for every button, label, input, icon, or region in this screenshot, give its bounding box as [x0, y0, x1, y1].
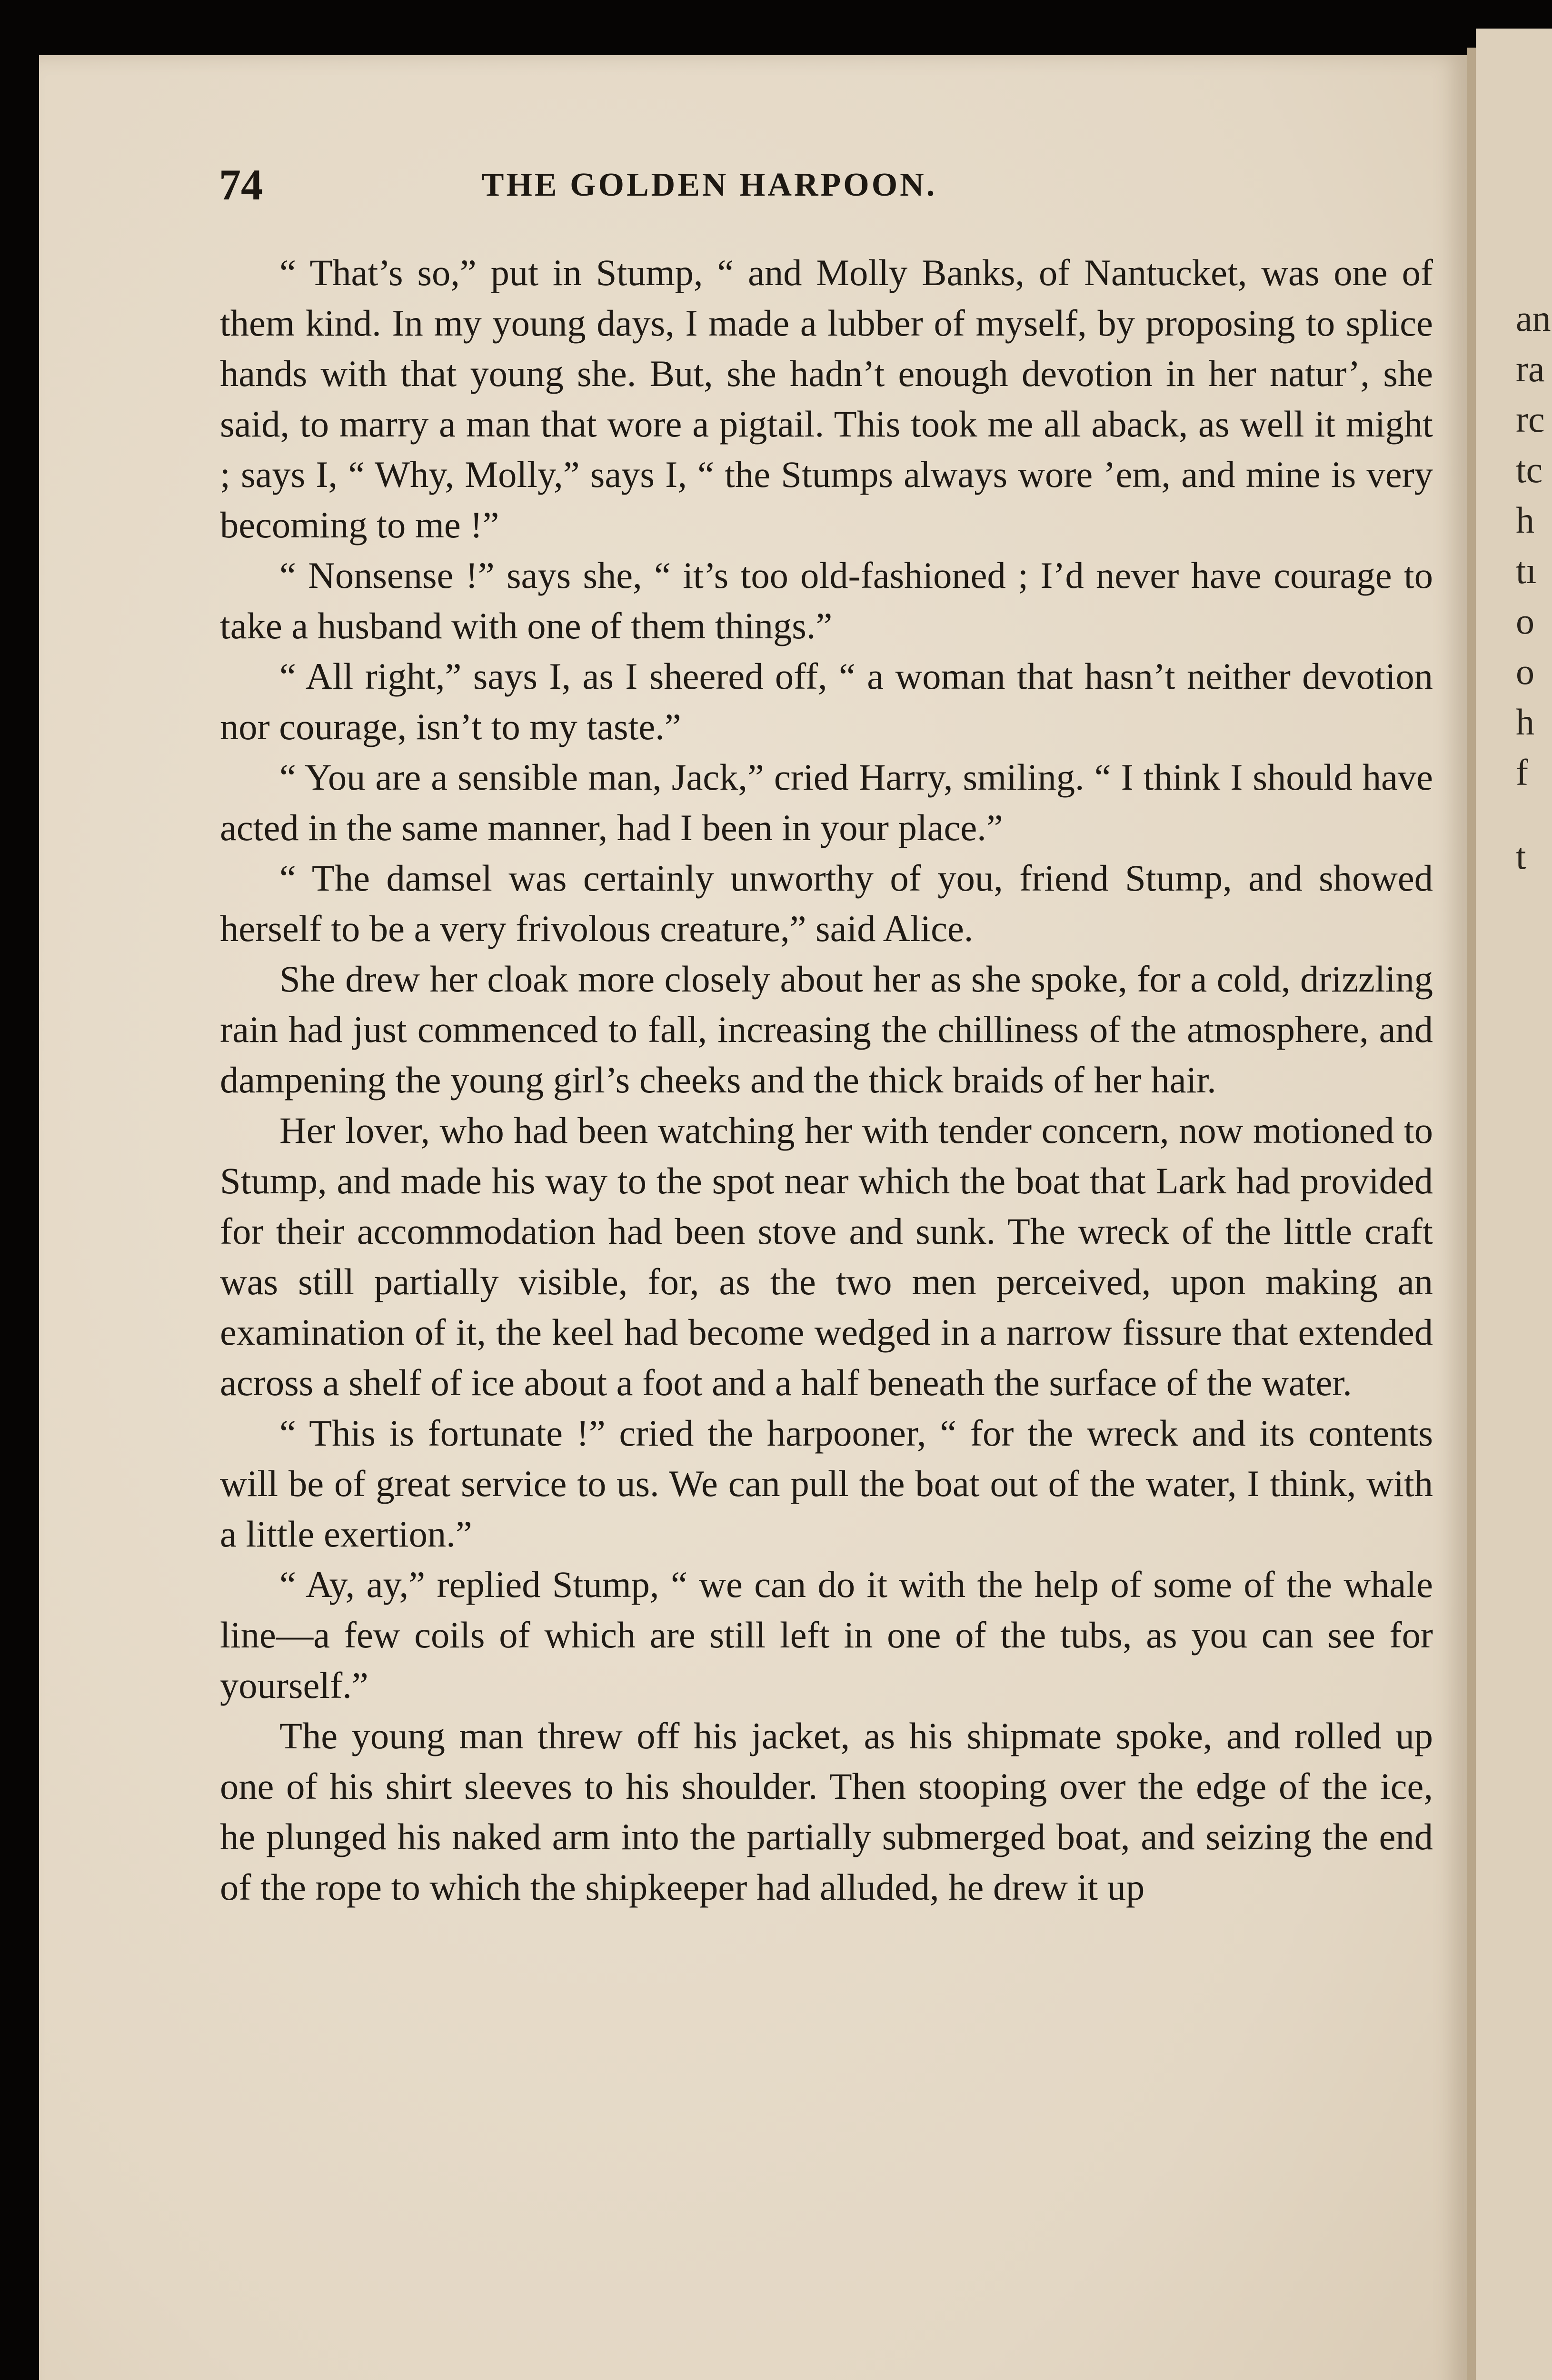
adjacent-page-fragment: an: [1516, 298, 1551, 339]
page-gutter: [1467, 48, 1476, 2380]
paragraph: “ Ay, ay,” replied Stump, “ we can do it with the help of some of the whale line—a few coils of which are still left in one of the tubs, as you can see for yourself.”: [220, 1564, 1433, 1706]
adjacent-page-fragment: tı: [1516, 550, 1537, 591]
paragraph: “ Nonsense !” says she, “ it’s too old-fashioned ; I’d never have courage to take a husband with one of them things.”: [220, 555, 1433, 646]
adjacent-page-fragment: o: [1516, 600, 1534, 642]
adjacent-page-fragment: ra: [1516, 348, 1545, 389]
running-title: THE GOLDEN HARPOON.: [481, 167, 937, 203]
page-number: 74: [219, 160, 263, 209]
body-text: [220, 248, 1433, 1913]
adjacent-page-fragment: h: [1516, 701, 1534, 743]
adjacent-page: [1476, 29, 1552, 2380]
page-header: [181, 159, 1438, 209]
paragraph: “ The damsel was certainly unworthy of you, friend Stump, and showed herself to be a very frivolous creature,” said Alice.: [220, 857, 1433, 949]
adjacent-page-fragment: f: [1516, 752, 1528, 793]
paragraph: “ You are a sensible man, Jack,” cried Harry, smiling. “ I think I should have acted in the same manner, had I been in your place.”: [220, 756, 1433, 848]
adjacent-page-fragment: o: [1516, 651, 1534, 692]
paragraph: The young man threw off his jacket, as his shipmate spoke, and rolled up one of his shirt sleeves to his shoulder. Then stooping over the edge of the ice, he plunged his naked arm into the partially submerged boat, and seizing the end of the rope to which the shipkeeper had alluded, he drew it up: [220, 1715, 1433, 1908]
adjacent-page-fragment: rc: [1516, 398, 1545, 440]
adjacent-page-fragment: tc: [1516, 449, 1543, 490]
paragraph: She drew her cloak more closely about her as she spoke, for a cold, drizzling rain had just commenced to fall, increasing the chilliness of the atmosphere, and dampening the young girl’s cheeks and the thick braids of her hair.: [220, 958, 1433, 1101]
adjacent-page-fragment: h: [1516, 499, 1534, 541]
paragraph: “ All right,” says I, as I sheered off, “ a woman that hasn’t neither devotion nor courage, isn’t to my taste.”: [220, 655, 1433, 747]
paragraph: Her lover, who had been watching her with tender concern, now motioned to Stump, and made his way to the spot near which the boat that Lark had provided for their accommodation had been stove and sunk. The wreck of the little craft was still partially visible, for, as the two men perceived, upon making an examination of it, the keel had become wedged in a narrow fissure that extended across a shelf of ice about a foot and a half beneath the surface of the water.: [220, 1110, 1433, 1403]
paragraph: “ That’s so,” put in Stump, “ and Molly Banks, of Nantucket, was one of them kind. In my young days, I made a lubber of myself, by proposing to splice hands with that young she. But, she hadn’t enough devotion in her natur’, she said, to marry a man that wore a pigtail. This took me all aback, as well it might ; says I, “ Why, Molly,” says I, “ the Stumps always wore ’em, and mine is very becoming to me !”: [220, 252, 1433, 545]
paragraph: “ This is fortunate !” cried the harpooner, “ for the wreck and its contents will be of great service to us. We can pull the boat out of the water, I think, with a little exertion.”: [220, 1412, 1433, 1555]
adjacent-page-fragment: t: [1516, 835, 1526, 877]
